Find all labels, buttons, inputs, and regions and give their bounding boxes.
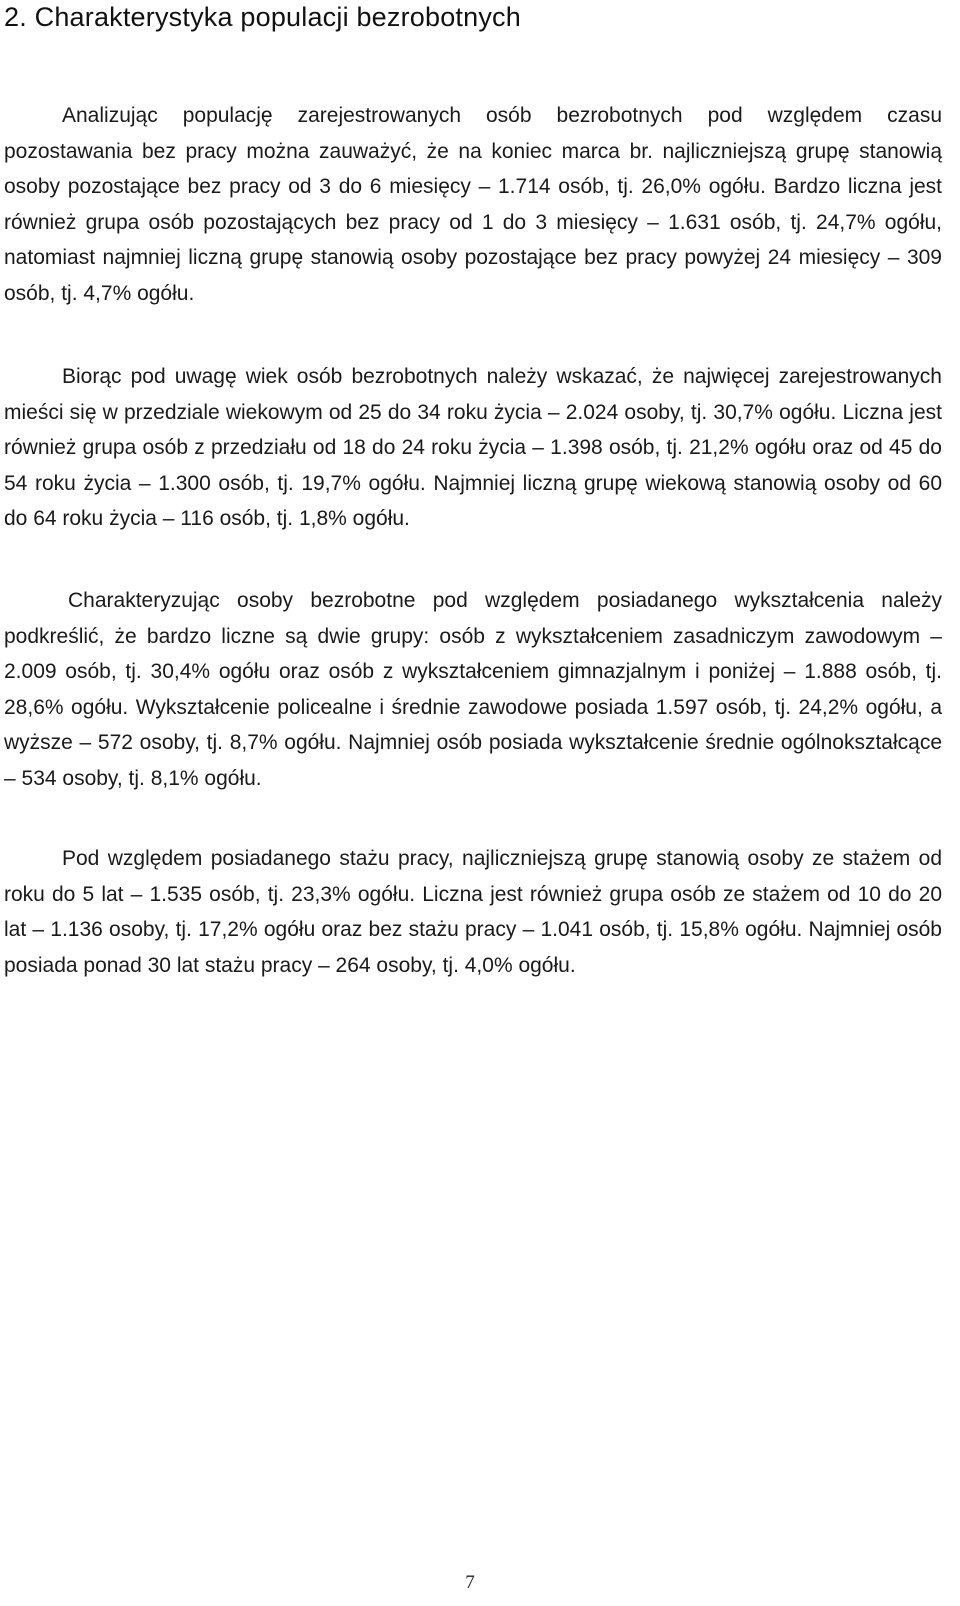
paragraph-unemployment-duration: Analizując populację zarejestrowanych osób bezrobotnych pod względem czasu pozostawania bez pracy można zauważyć, że na koniec marca br. najliczniejszą grupę stanowią osoby pozostające bez pracy od 3 do 6 miesięcy – 1.714 osób, tj. 26,0% ogółu. Bardzo liczna jest również grupa osób pozostających bez pracy od 1 do 3 miesięcy – 1.631 osób, tj. 24,7% ogółu, natomiast najmniej liczną grupę stanowią osoby pozostające bez pracy powyżej 24 miesięcy – 309 osób, tj. 4,7% ogółu.	[4, 104, 942, 305]
paragraph-education: Charakteryzując osoby bezrobotne pod względem posiadanego wykształcenia należy podkreślić, że bardzo liczne są dwie grupy: osób z wykształceniem zasadniczym zawodowym – 2.009 osób, tj. 30,4% ogółu oraz osób z wykształceniem gimnazjalnym i poniżej – 1.888 osób, tj. 28,6% ogółu. Wykształcenie policealne i średnie zawodowe posiada 1.597 osób, tj. 24,2% ogółu, a wyższe – 572 osoby, tj. 8,7% ogółu. Najmniej osób posiada wykształcenie średnie ogólnokształcące – 534 osoby, tj. 8,1% ogółu.	[4, 589, 942, 790]
page-number: 7	[465, 1572, 475, 1593]
paragraph-work-experience: Pod względem posiadanego stażu pracy, najliczniejszą grupę stanowią osoby ze stażem od roku do 5 lat – 1.535 osób, tj. 23,3% ogółu. Liczna jest również grupa osób ze stażem od 10 do 20 lat – 1.136 osoby, tj. 17,2% ogółu oraz bez stażu pracy – 1.041 osób, tj. 15,8% ogółu. Najmniej osób posiada ponad 30 lat stażu pracy – 264 osoby, tj. 4,0% ogółu.	[4, 847, 942, 977]
section-heading: 2. Charakterystyka populacji bezrobotnych	[4, 2, 521, 32]
paragraph-age-groups: Biorąc pod uwagę wiek osób bezrobotnych należy wskazać, że najwięcej zarejestrowanych mieści się w przedziale wiekowym od 25 do 34 roku życia – 2.024 osoby, tj. 30,7% ogółu. Liczna jest również grupa osób z przedziału od 18 do 24 roku życia – 1.398 osób, tj. 21,2% ogółu oraz od 45 do 54 roku życia – 1.300 osób, tj. 19,7% ogółu. Najmniej liczną grupę wiekową stanowią osoby od 60 do 64 roku życia – 116 osób, tj. 1,8% ogółu.	[4, 365, 942, 531]
